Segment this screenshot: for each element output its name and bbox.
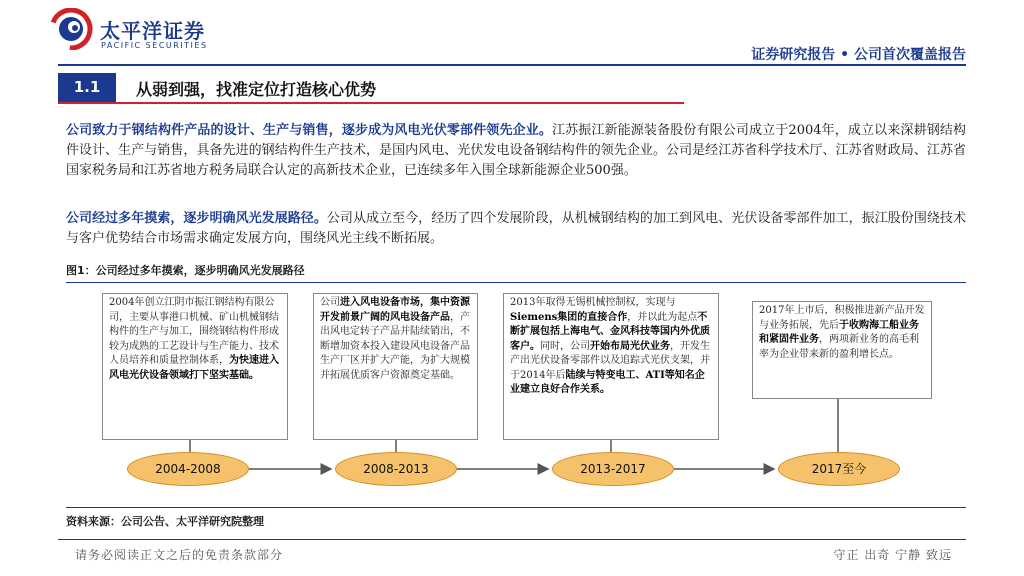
paragraph-lead: 公司致力于钢结构件产品的设计、生产与销售，逐步成为风电光伏零部件领先企业。 — [66, 123, 552, 138]
disclaimer-note: 请务必阅读正文之后的免责条款部分 — [75, 548, 284, 562]
logo-name-en: PACIFIC SECURITIES — [101, 41, 208, 50]
stage-description-box: 2017年上市后，积极推进新产品开发与业务拓展，先后于收购海工船业务和紧固件业务，两项新业务的高毛利率为企业带来新的盈利增长点。 — [752, 301, 932, 399]
paragraph-text: 公司从成立至今，经历了四个发展阶段，从机械钢结构的加工到风电、光伏设备零部件加工，振江股份围绕技术与客户优势结合市场需求确定发展方向，围绕风光主线不断拓展。 — [66, 211, 966, 246]
figure-source: 资料来源：公司公告、太平洋研究院整理 — [66, 515, 264, 528]
header-divider — [58, 64, 966, 66]
section-number: 1.1 — [58, 73, 116, 102]
stage-description-box: 公司进入风电设备市场，集中资源开发前景广阔的风电设备产品，产出风电定转子产品并陆续销出，不断增加资本投入建设风电设备产品生产厂区并扩大产能，为扩大规模并拓展优质客户资源奠定基础。 — [313, 293, 478, 440]
figure-top-rule — [66, 282, 966, 283]
figure-bottom-rule — [66, 507, 966, 508]
paragraph-text: 江苏振江新能源装备股份有限公司成立于2004年，成立以来深耕钢结构件设计、生产与销售，具备先进的钢结构件生产技术，是国内风电、光伏发电设备钢结构件的领先企业。公司是经江苏省科学技术厅、江苏省财政局、江苏省国家税务局和江苏省地方税务局联合认定的高新技术企业，已连续多年入围全球新能源企业500强。 — [66, 123, 966, 178]
timeline-node-2017-present: 2017至今 — [778, 452, 900, 486]
paragraph-development-path — [66, 209, 966, 249]
pacific-securities-logo — [49, 8, 93, 50]
stage-description-box: 2004年创立江阴市振江钢结构有限公司，主要从事港口机械、矿山机械钢结构件的生产与加工，围绕钢结构件形成较为成熟的工艺设计与生产能力、技术人员培养和质量控制体系，为快速进入风电光伏设备领域打下坚实基础。 — [102, 293, 288, 440]
footer-divider — [58, 539, 966, 540]
logo-name-cn: 太平洋证券 — [100, 19, 205, 43]
paragraph-lead: 公司经过多年摸索，逐步明确风光发展路径。 — [66, 211, 327, 226]
timeline-node-2004-2008: 2004-2008 — [127, 452, 249, 486]
report-type-label: 证券研究报告 • 公司首次覆盖报告 — [751, 47, 966, 63]
paragraph-company-intro — [66, 121, 966, 181]
section-underline — [58, 102, 684, 104]
section-title: 从弱到强，找准定位打造核心优势 — [136, 80, 377, 99]
stage-description-box: 2013年取得无锡机械控制权，实现与Siemens集团的直接合作，并以此为起点不断扩展包括上海电气、金风科技等国内外优质客户。同时，公司开始布局光伏业务，开发生产出光伏设备零部件以及追踪式光伏支架，并于2014年后陆续与特变电工、ATI等知名企业建立良好合作关系。 — [503, 293, 719, 440]
timeline-node-2008-2013: 2008-2013 — [335, 452, 457, 486]
figure-title: 图1：公司经过多年摸索，逐步明确风光发展路径 — [66, 264, 305, 277]
company-motto: 守正 出奇 宁静 致远 — [833, 548, 952, 562]
timeline-node-2013-2017: 2013-2017 — [552, 452, 674, 486]
